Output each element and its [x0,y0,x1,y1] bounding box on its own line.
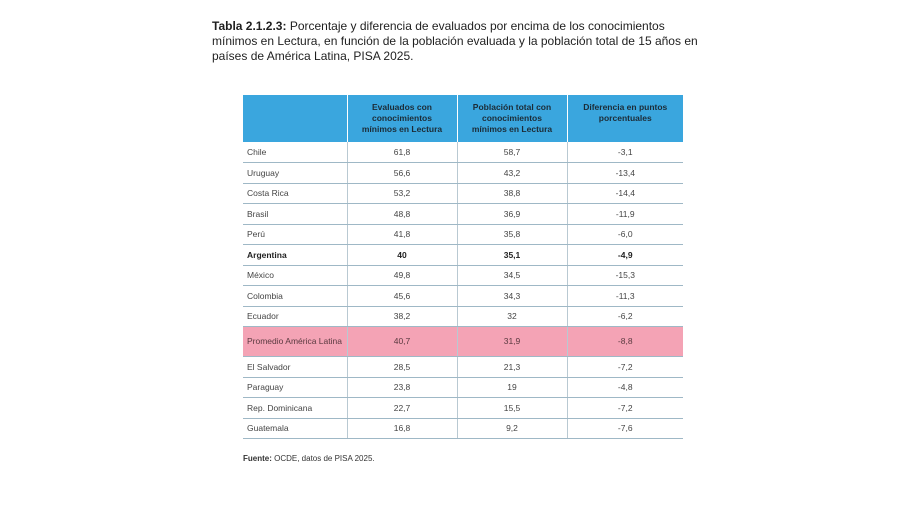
cell-poblacion: 19 [457,377,567,398]
cell-country: Ecuador [243,306,347,327]
cell-poblacion: 35,8 [457,224,567,245]
cell-poblacion: 9,2 [457,418,567,439]
cell-diferencia: -7,6 [567,418,683,439]
cell-country: Colombia [243,286,347,307]
table-row [243,398,683,419]
cell-country: Rep. Dominicana [243,398,347,419]
cell-diferencia: -4,9 [567,245,683,266]
cell-evaluados: 41,8 [347,224,457,245]
cell-diferencia: -13,4 [567,163,683,184]
header-row [243,95,683,142]
cell-poblacion: 38,8 [457,183,567,204]
cell-evaluados: 56,6 [347,163,457,184]
table-row [243,224,683,245]
header-poblacion: Población total con conocimientos mínimos en Lectura [457,95,567,142]
cell-diferencia: -15,3 [567,265,683,286]
cell-poblacion: 36,9 [457,204,567,225]
table-row [243,183,683,204]
header-diferencia: Diferencia en puntos porcentuales [567,95,683,142]
table-number: Tabla 2.1.2.3: [212,19,287,33]
cell-diferencia: -7,2 [567,398,683,419]
cell-country: Brasil [243,204,347,225]
data-table-container [243,95,683,439]
data-table [243,95,683,439]
table-row [243,245,683,266]
cell-poblacion: 32 [457,306,567,327]
cell-diferencia: -11,9 [567,204,683,225]
table-row [243,418,683,439]
cell-poblacion: 15,5 [457,398,567,419]
cell-poblacion: 34,3 [457,286,567,307]
cell-evaluados: 40 [347,245,457,266]
cell-poblacion: 35,1 [457,245,567,266]
table-row [243,142,683,163]
cell-diferencia: -6,0 [567,224,683,245]
table-row [243,286,683,307]
cell-diferencia: -4,8 [567,377,683,398]
table-row [243,204,683,225]
cell-poblacion: 31,9 [457,327,567,357]
cell-evaluados: 28,5 [347,357,457,378]
cell-evaluados: 16,8 [347,418,457,439]
cell-evaluados: 38,2 [347,306,457,327]
cell-diferencia: -14,4 [567,183,683,204]
table-header [243,95,683,142]
table-row [243,306,683,327]
cell-country: Costa Rica [243,183,347,204]
header-evaluados: Evaluados con conocimientos mínimos en Lectura [347,95,457,142]
cell-country: Guatemala [243,418,347,439]
cell-poblacion: 34,5 [457,265,567,286]
cell-country: Promedio América Latina [243,327,347,357]
cell-country: México [243,265,347,286]
source-note [243,454,375,463]
cell-evaluados: 61,8 [347,142,457,163]
cell-country: Paraguay [243,377,347,398]
cell-country: Perú [243,224,347,245]
cell-country: Uruguay [243,163,347,184]
source-text: OCDE, datos de PISA 2025. [274,454,375,463]
header-country [243,95,347,142]
cell-diferencia: -6,2 [567,306,683,327]
table-body [243,142,683,439]
cell-evaluados: 53,2 [347,183,457,204]
table-title-text: Porcentaje y diferencia de evaluados por encima de los conocimientos mínimos en Lectura, en función de la población evaluada y la población total de 15 años en países de América Latina, PISA 2025. [212,19,698,63]
cell-poblacion: 58,7 [457,142,567,163]
table-row [243,357,683,378]
cell-evaluados: 45,6 [347,286,457,307]
cell-poblacion: 43,2 [457,163,567,184]
cell-evaluados: 49,8 [347,265,457,286]
cell-diferencia: -3,1 [567,142,683,163]
table-row [243,327,683,357]
cell-country: Chile [243,142,347,163]
cell-evaluados: 23,8 [347,377,457,398]
cell-diferencia: -8,8 [567,327,683,357]
table-row [243,377,683,398]
cell-evaluados: 40,7 [347,327,457,357]
cell-country: Argentina [243,245,347,266]
cell-diferencia: -11,3 [567,286,683,307]
cell-evaluados: 48,8 [347,204,457,225]
source-label: Fuente: [243,454,272,463]
cell-diferencia: -7,2 [567,357,683,378]
cell-country: El Salvador [243,357,347,378]
table-row [243,163,683,184]
cell-evaluados: 22,7 [347,398,457,419]
cell-poblacion: 21,3 [457,357,567,378]
table-title [212,19,712,64]
table-row [243,265,683,286]
